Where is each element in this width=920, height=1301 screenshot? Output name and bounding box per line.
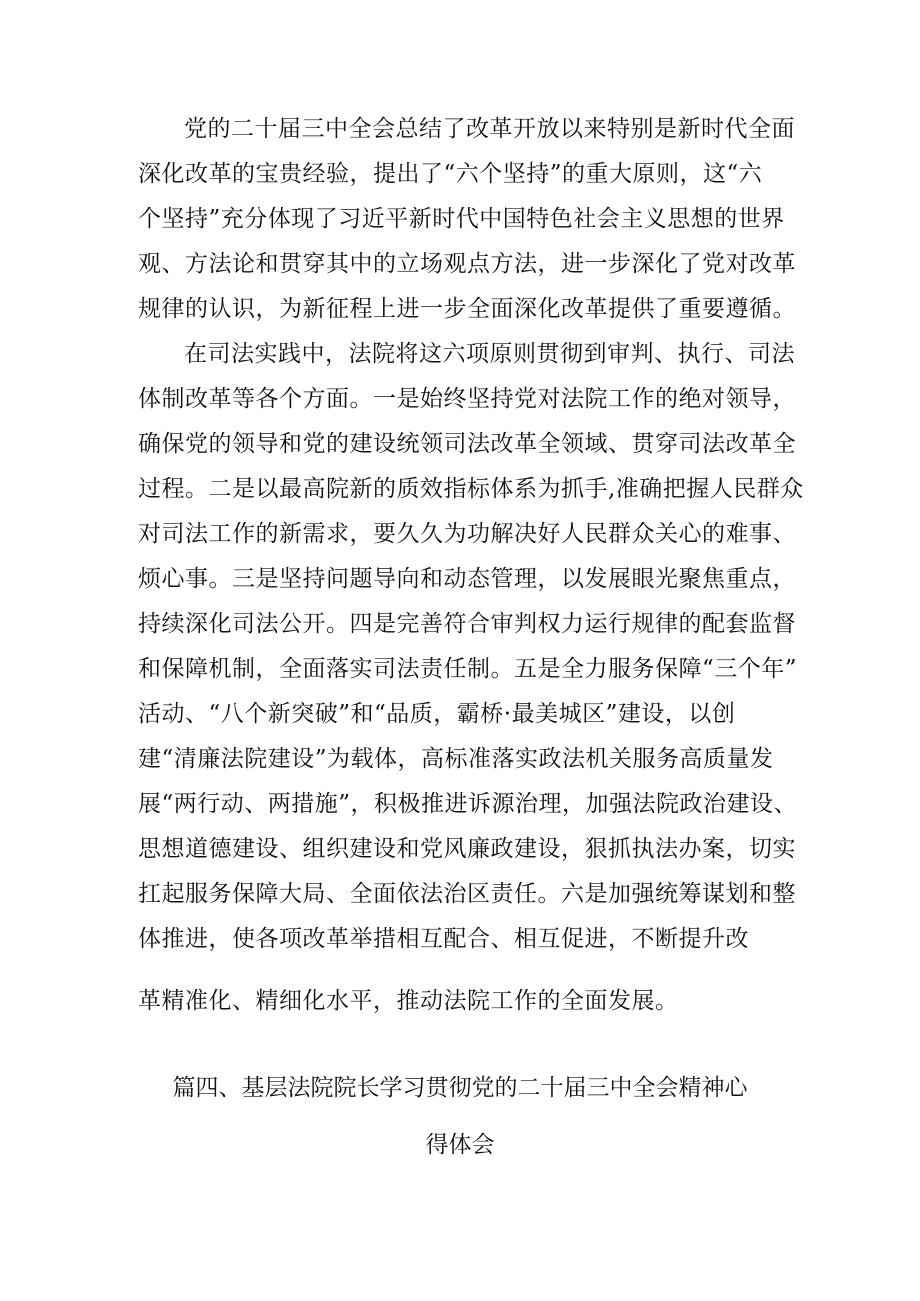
paragraph-2-line-1: 在司法实践中，法院将这六项原则贯彻到审判、执行、司法 — [184, 341, 795, 367]
section-heading-line-1: 篇四、基层法院院长学习贯彻党的二十届三中全会精神心 — [172, 1075, 748, 1101]
paragraph-2-line-15: 革精准化、精细化水平，推动法院工作的全面发展。 — [138, 988, 679, 1014]
paragraph-1-line-2: 深化改革的宝贵经验，提出了“六个坚持”的重大原则，这“六 — [138, 161, 763, 187]
paragraph-2-line-12: 思想道德建设、组织建设和党风廉政建设，狠抓执法办案，切实 — [138, 836, 796, 862]
paragraph-2-line-13: 扛起服务保障大局、全面依法治区责任。六是加强统筹谋划和整 — [138, 881, 796, 907]
paragraph-1-line-1: 党的二十届三中全会总结了改革开放以来特别是新时代全面 — [184, 116, 795, 142]
paragraph-2-line-9: 活动、“八个新突破”和“品质，霸桥·最美城区”建设，以创 — [138, 701, 736, 727]
paragraph-2-line-14: 体推进，使各项改革举措相互配合、相互促进，不断提升改 — [138, 926, 749, 952]
paragraph-2-line-7: 持续深化司法公开。四是完善符合审判权力运行规律的配套监督 — [138, 611, 796, 637]
section-heading-line-2: 得体会 — [425, 1132, 495, 1158]
paragraph-2-line-2: 体制改革等各个方面。一是始终坚持党对法院工作的绝对领导， — [138, 386, 796, 412]
paragraph-2-line-8: 和保障机制，全面落实司法责任制。五是全力服务保障“三个年” — [138, 656, 798, 682]
paragraph-2-line-3: 确保党的领导和党的建设统领司法改革全领域、贯穿司法改革全 — [138, 431, 796, 457]
paragraph-1-line-4: 观、方法论和贯穿其中的立场观点方法，进一步深化了党对改革 — [138, 251, 796, 277]
paragraph-2-line-11: 展“两行动、两措施”，积极推进诉源治理，加强法院政治建设、 — [138, 791, 798, 817]
paragraph-2-line-10: 建“清廉法院建设”为载体，高标准落实政法机关服务高质量发 — [138, 746, 774, 772]
paragraph-2-line-5: 对司法工作的新需求，要久久为功解决好人民群众关心的难事、 — [138, 521, 796, 547]
paragraph-1-line-3: 个坚持”充分体现了习近平新时代中国特色社会主义思想的世界 — [138, 206, 785, 232]
paragraph-2-line-6: 烦心事。三是坚持问题导向和动态管理，以发展眼光聚焦重点， — [138, 566, 796, 592]
paragraph-2-line-4: 过程。二是以最高院新的质效指标体系为抓手,准确把握人民群众 — [138, 476, 804, 502]
paragraph-1-line-5: 规律的认识，为新征程上进一步全面深化改革提供了重要遵循。 — [138, 296, 796, 322]
